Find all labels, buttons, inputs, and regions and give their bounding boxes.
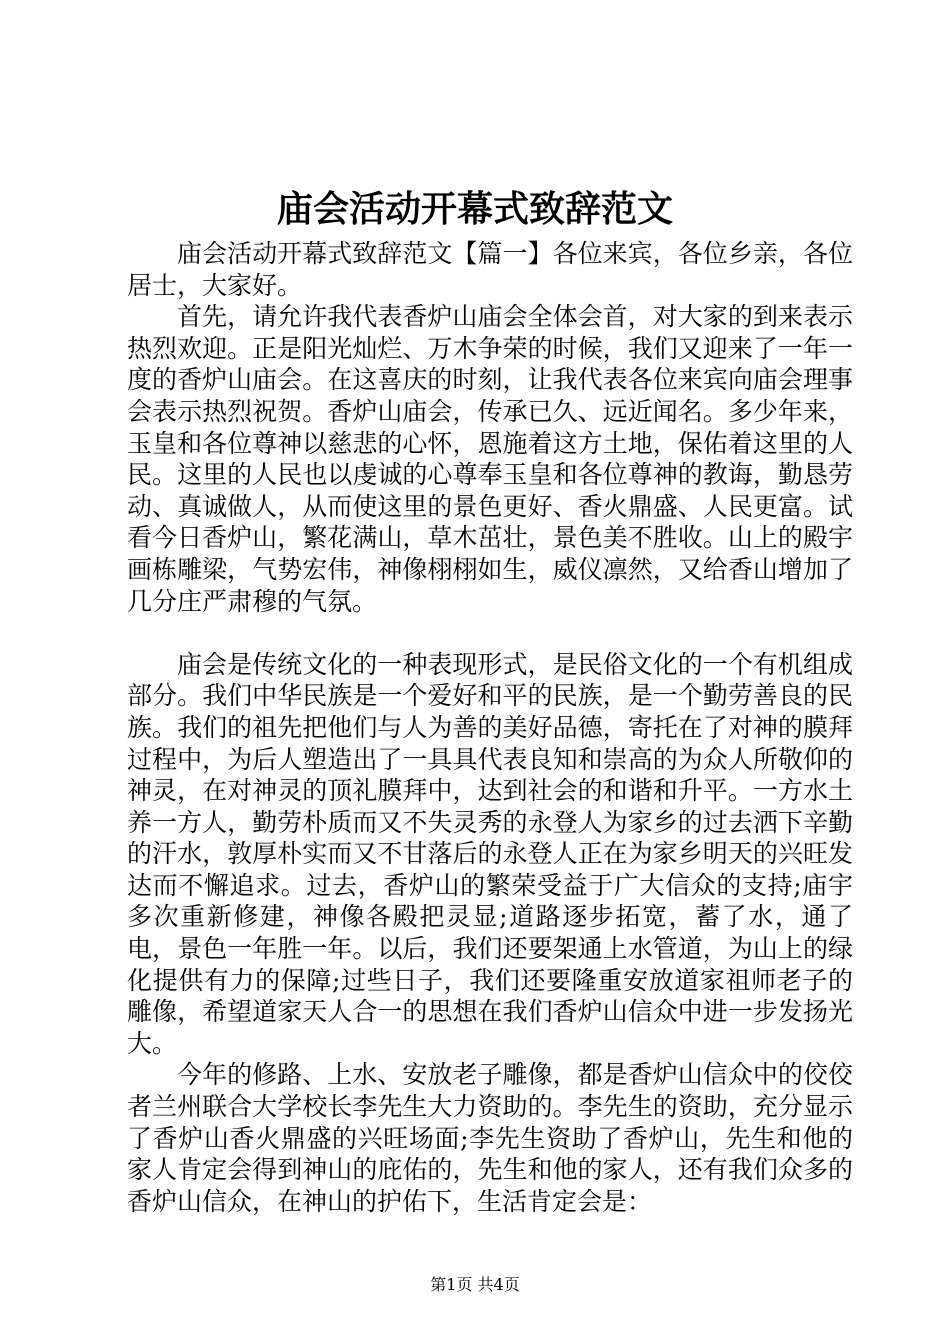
paragraph-3: 庙会是传统文化的一种表现形式，是民俗文化的一个有机组成部分。我们中华民族是一个爱好和平的民族，是一个勤劳善良的民族。我们的祖先把他们与人为善的美好品德，寄托在了对神的膜拜过程中，为后人塑造出了一具具代表良知和崇高的为众人所敬仰的神灵，在对神灵的顶礼膜拜中，达到社会的和谐和升平。一方水土养一方人，勤劳朴质而又不失灵秀的永登人为家乡的过去洒下辛勤的汗水，敦厚朴实而又不甘落后的永登人正在为家乡明天的兴旺发达而不懈追求。过去，香炉山的繁荣受益于广大信众的支持;庙宇多次重新修建，神像各殿把灵显;道路逐步拓宽，蓄了水，通了电，景色一年胜一年。以后，我们还要架通上水管道，为山上的绿化提供有力的保障;过些日子，我们还要隆重安放道家祖师老子的雕像，希望道家天人合一的思想在我们香炉山信众中进一步发扬光大。 xyxy=(127,649,853,1058)
document-title: 庙会活动开幕式致辞范文 xyxy=(276,188,673,230)
paragraph-2: 首先，请允许我代表香炉山庙会全体会首，对大家的到来表示热烈欢迎。正是阳光灿烂、万木争荣的时候，我们又迎来了一年一度的香炉山庙会。在这喜庆的时刻，让我代表各位来宾向庙会理事会表示热烈祝贺。香炉山庙会，传承已久、远近闻名。多少年来，玉皇和各位尊神以慈悲的心怀，恩施着这方土地，保佑着这里的人民。这里的人民也以虔诚的心尊奉玉皇和各位尊神的教诲，勤恳劳动、真诚做人，从而使这里的景色更好、香火鼎盛、人民更富。试看今日香炉山，繁花满山，草木茁壮，景色美不胜收。山上的殿宇画栋雕梁，气势宏伟，神像栩栩如生，威仪凛然，又给香山增加了几分庄严肃穆的气氛。 xyxy=(127,302,853,616)
paragraph-1: 庙会活动开幕式致辞范文【篇一】各位来宾，各位乡亲，各位居士，大家好。 xyxy=(127,239,853,300)
paragraph-4: 今年的修路、上水、安放老子雕像，都是香炉山信众中的佼佼者兰州联合大学校长李先生大力资助的。李先生的资助，充分显示了香炉山香火鼎盛的兴旺场面;李先生资助了香炉山，先生和他的家人肯定会得到神山的庇佑的，先生和他的家人，还有我们众多的香炉山信众，在神山的护佑下，生活肯定会是： xyxy=(127,1060,853,1216)
page-footer: 第1页 共4页 xyxy=(430,1275,520,1294)
document-body xyxy=(127,238,853,1217)
